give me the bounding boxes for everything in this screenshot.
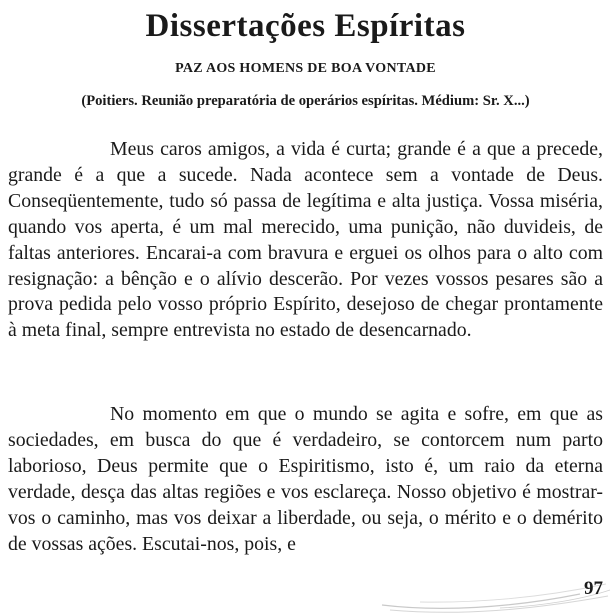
paragraph-2-text: No momento em que o mundo se agita e sofre, em que as sociedades, em busca do que é verdadeiro, se contorcem num parto laborioso, Deus permite que o Espiritismo, isto é, um raio da eterna verdade, desça das altas regiões e vos esclareça. Nosso objetivo é mostrar-vos o caminho, mas vos deixar a liberdade, ou seja, o mérito e o demérito de vossas ações. Escutai-nos, pois, e bbox=[8, 403, 603, 555]
section-subtitle: PAZ AOS HOMENS DE BOA VONTADE bbox=[175, 61, 436, 76]
page-number: 97 bbox=[584, 578, 603, 599]
page-title: Dissertações Espíritas bbox=[145, 8, 466, 44]
paragraph-1-text: Meus caros amigos, a vida é curta; grande é a que a precede, grande é a que a sucede. Nada acontece sem a vontade de Deus. Conseqüentemente, tudo só passa de legítima e alta justiça. Vossa miséria, quando vos aperta, é um mal merecido, uma punição, não duvideis, de faltas anteriores. Encarai-a com bravura e erguei os olhos para o alto com resignação: a bênção e o alívio descerão. Por vezes vossos pesares são a prova pedida pelo vosso próprio Espírito, desejoso de chegar prontamente à meta final, sempre entrevista no estado de desencarnado. bbox=[8, 138, 603, 342]
decorative-swoosh-icon bbox=[380, 572, 611, 615]
session-note: (Poitiers. Reunião preparatória de operários espíritas. Médium: Sr. X...) bbox=[81, 93, 530, 109]
paragraph-2 bbox=[8, 402, 603, 557]
paragraph-1 bbox=[8, 137, 603, 344]
